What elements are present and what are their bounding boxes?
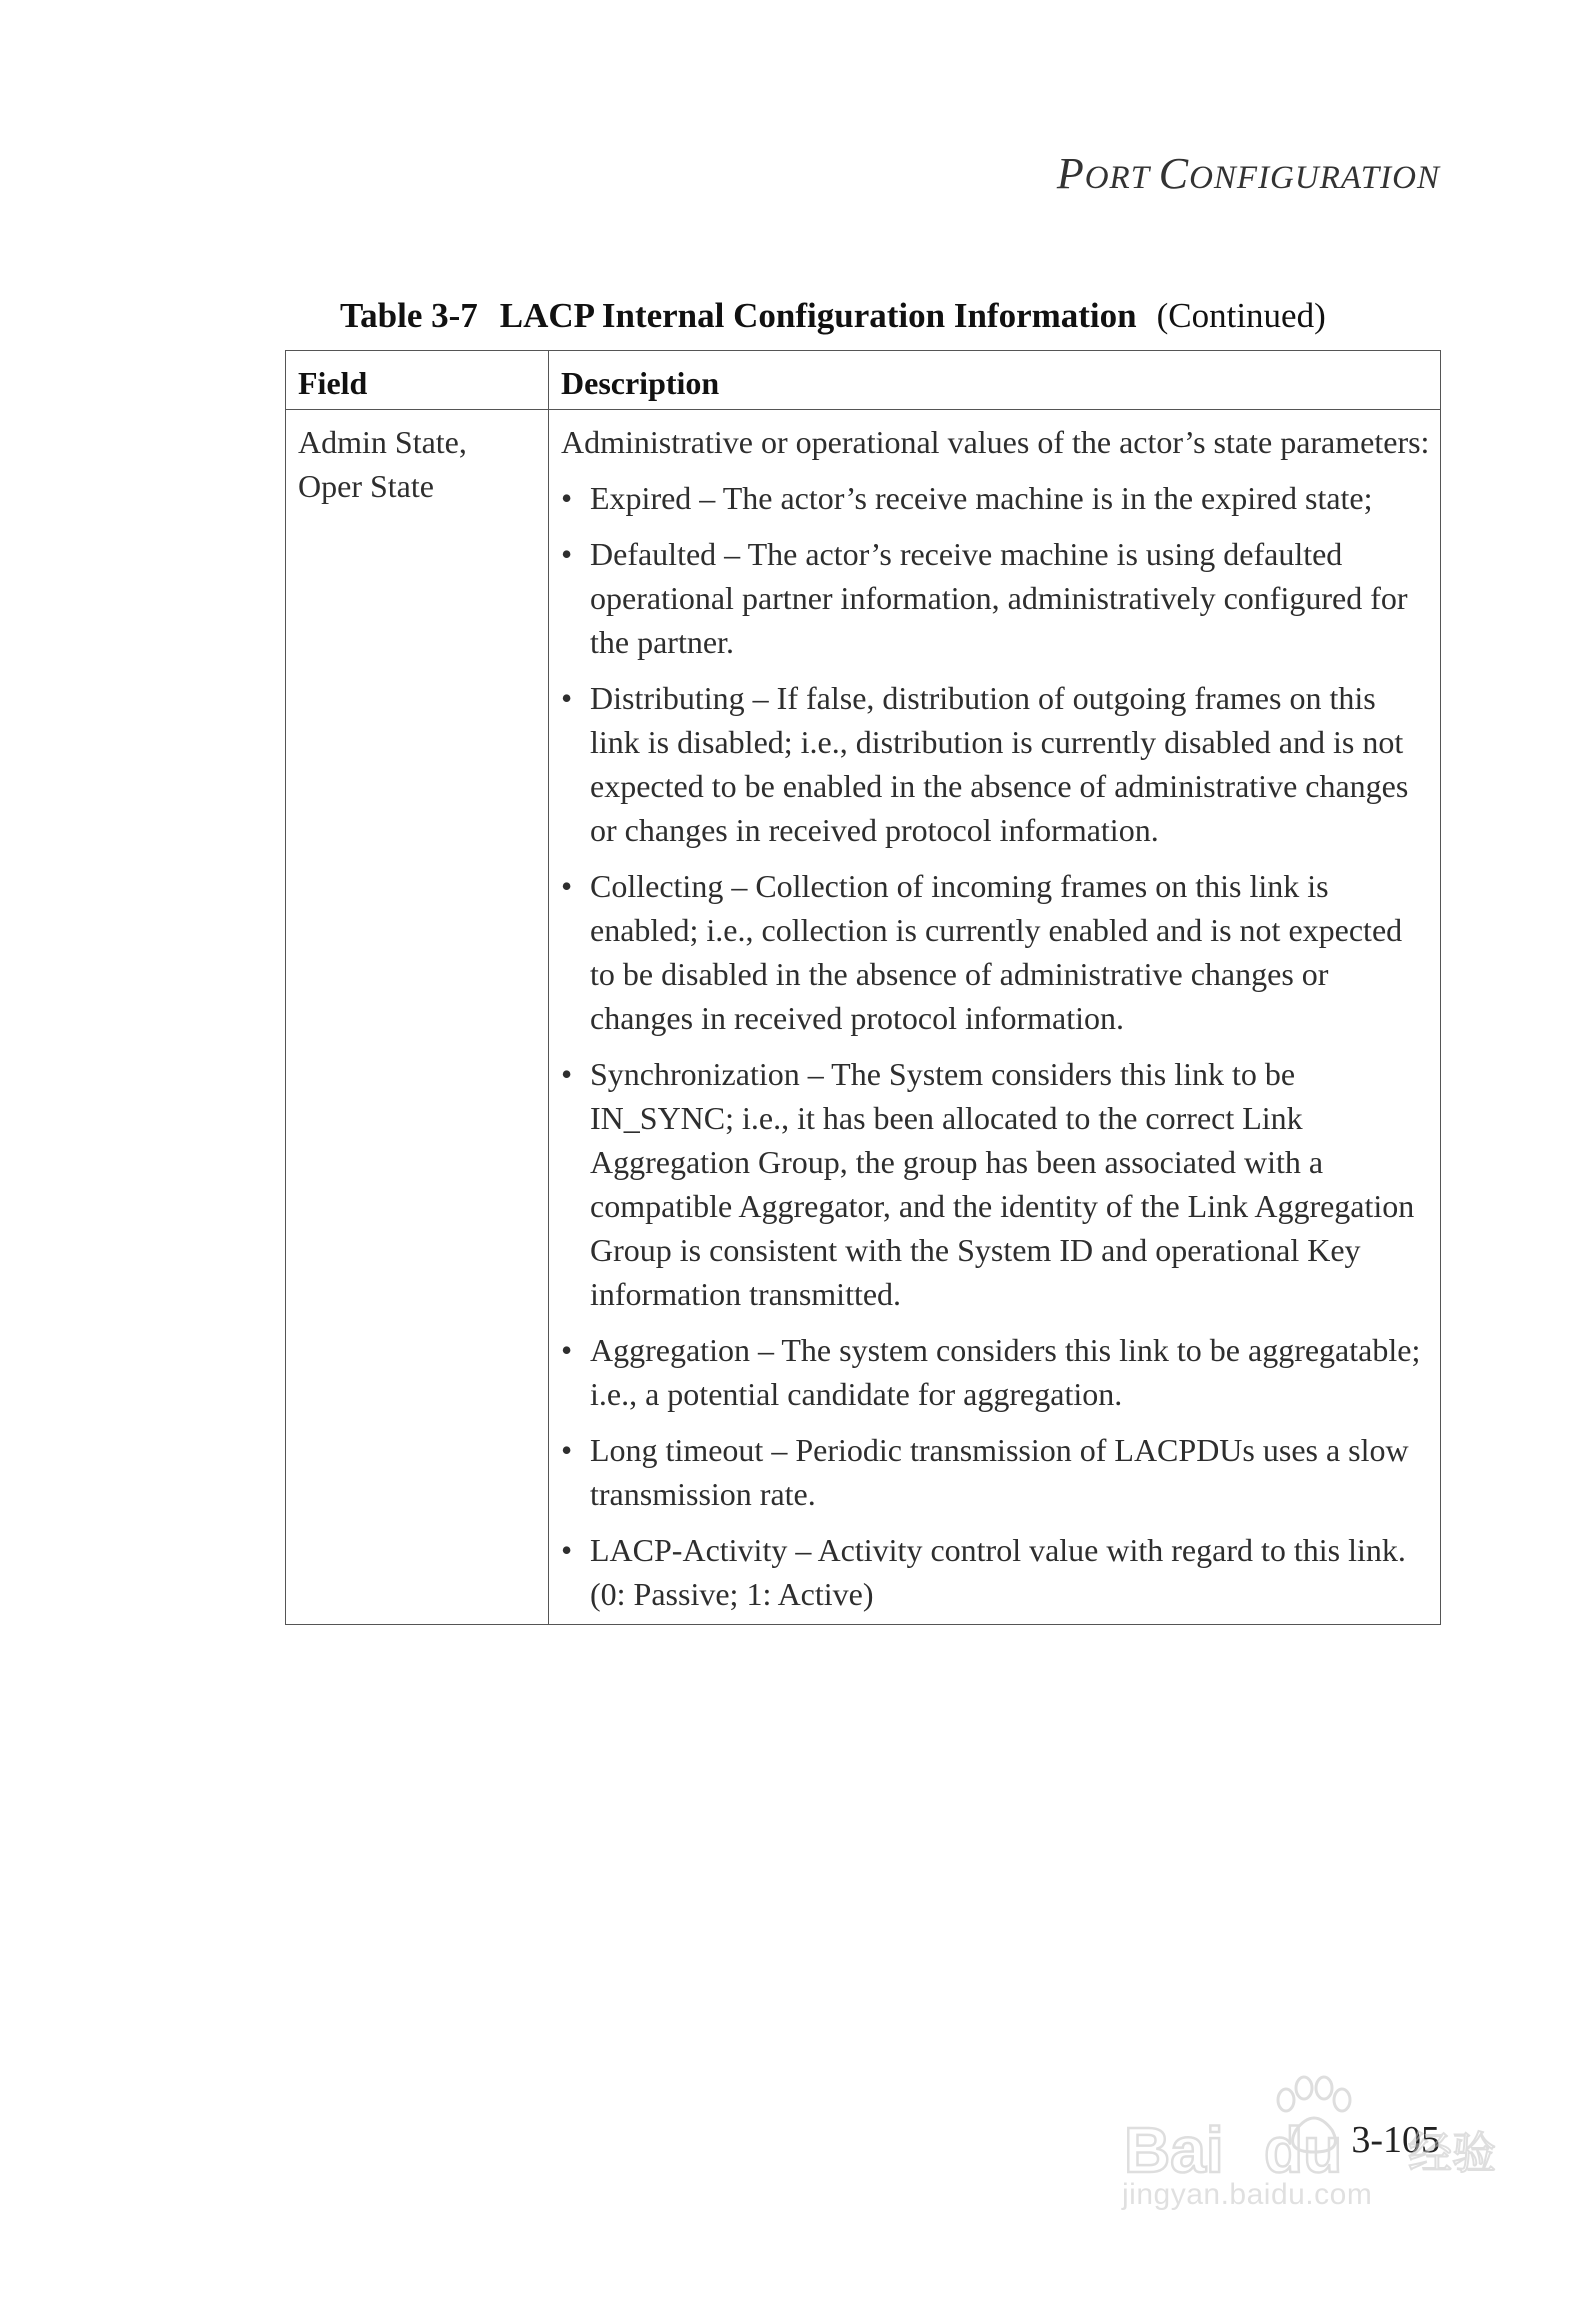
running-header-ort: ORT — [1084, 160, 1159, 196]
bullet-icon: • — [561, 480, 573, 516]
description-intro: Administrative or operational values of the actor’s state parameters: — [561, 424, 1430, 460]
running-header-p: P — [1056, 149, 1085, 198]
table-caption-number: Table 3-7 — [340, 296, 478, 335]
bullet-icon: • — [561, 536, 573, 572]
running-header-onfiguration: ONFIGURATION — [1189, 160, 1440, 196]
bullet-icon: • — [561, 1332, 573, 1368]
bullet-expired — [561, 476, 1430, 520]
bullet-text: Defaulted – The actor’s receive machine is using defaulted operational partner information, administratively configured for the partner. — [590, 536, 1408, 660]
bullet-text: Long timeout – Periodic transmission of LACPDUs uses a slow transmission rate. — [590, 1432, 1409, 1512]
bullet-icon: • — [561, 868, 573, 904]
bullet-text: Synchronization – The System considers this link to be IN_SYNC; i.e., it has been allocated to the correct Link Aggregation Group, the group has been associated with a compatible Aggregator, and the identity of the Link Aggregation Group is consistent with the System ID and operational Key information transmitted. — [590, 1056, 1415, 1312]
table-row — [286, 410, 1441, 1625]
header-field: Field — [286, 351, 549, 410]
state-bullet-list — [561, 476, 1430, 1616]
bullet-long-timeout — [561, 1428, 1430, 1516]
bullet-aggregation — [561, 1328, 1430, 1416]
svg-text:du: du — [1264, 2114, 1343, 2180]
baidu-paw-logo-icon — [1118, 2060, 1498, 2180]
bullet-collecting — [561, 864, 1430, 1040]
table-caption-title: LACP Internal Configuration Information — [499, 296, 1137, 335]
bullet-text: LACP-Activity – Activity control value with regard to this link. (0: Passive; 1: Active) — [590, 1532, 1406, 1612]
field-cell — [286, 410, 549, 1625]
table-caption — [340, 296, 1326, 336]
table-header-row — [286, 351, 1441, 410]
field-line-oper-state: Oper State — [298, 468, 434, 504]
header-description: Description — [549, 351, 1441, 410]
running-header — [1057, 148, 1440, 199]
baidu-watermark — [1118, 2060, 1498, 2230]
watermark-url: jingyan.baidu.com — [1122, 2178, 1373, 2211]
field-line-admin-state: Admin State, — [298, 424, 467, 460]
bullet-text: Expired – The actor’s receive machine is in the expired state; — [590, 480, 1373, 516]
table-caption-continued: (Continued) — [1156, 296, 1326, 335]
svg-text:Bai: Bai — [1124, 2114, 1224, 2180]
svg-text:经验: 经验 — [1408, 2128, 1496, 2179]
bullet-icon: • — [561, 1432, 573, 1468]
bullet-defaulted — [561, 532, 1430, 664]
lacp-info-table — [285, 350, 1441, 1625]
running-header-c: C — [1158, 149, 1190, 198]
bullet-text: Aggregation – The system considers this link to be aggregatable; i.e., a potential candidate for aggregation. — [590, 1332, 1421, 1412]
bullet-lacp-activity — [561, 1528, 1430, 1616]
description-cell — [549, 410, 1441, 1625]
bullet-icon: • — [561, 1056, 573, 1092]
bullet-text: Distributing – If false, distribution of outgoing frames on this link is disabled; i.e., distribution is currently disabled and is not expected to be enabled in the absence of administrative changes or changes in received protocol information. — [590, 680, 1409, 848]
bullet-synchronization — [561, 1052, 1430, 1316]
bullet-text: Collecting – Collection of incoming frames on this link is enabled; i.e., collection is currently enabled and is not expected to be disabled in the absence of administrative changes or changes in received protocol information. — [590, 868, 1403, 1036]
bullet-icon: • — [561, 1532, 573, 1568]
bullet-distributing — [561, 676, 1430, 852]
page-number: 3-105 — [1351, 2119, 1440, 2161]
bullet-icon: • — [561, 680, 573, 716]
